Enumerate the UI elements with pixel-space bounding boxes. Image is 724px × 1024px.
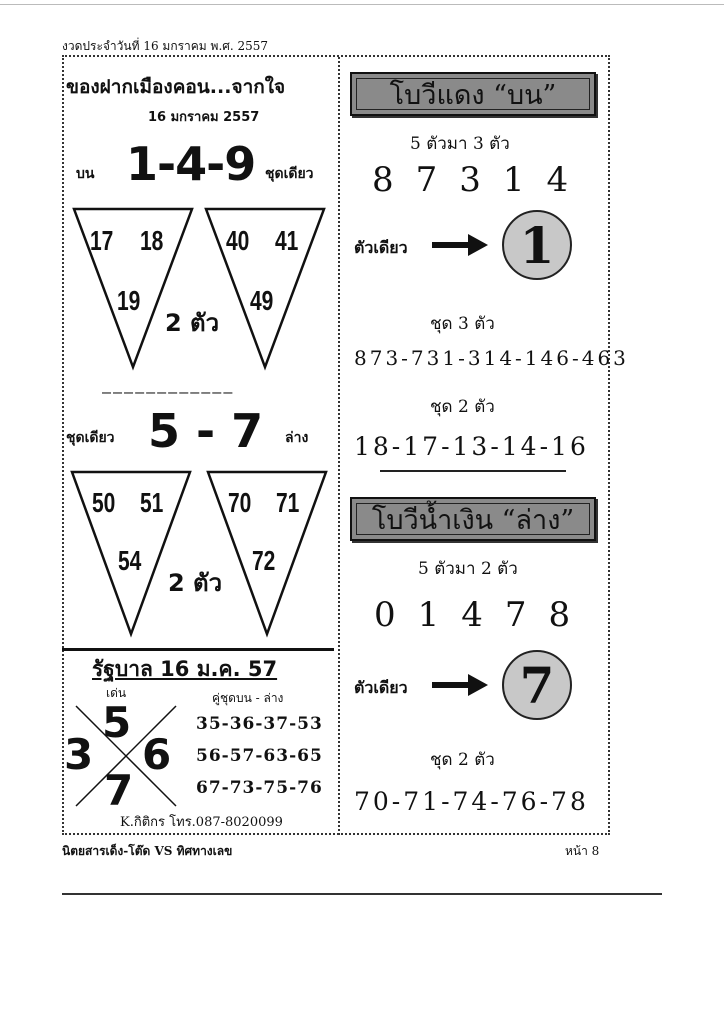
gov-divider <box>62 648 334 651</box>
top-sub: 5 ตัวมา 3 ตัว <box>410 134 510 154</box>
right-divider <box>380 470 566 472</box>
cross-left-digit: 3 <box>64 730 94 779</box>
two-digit-label-2: 2 ตัว <box>168 569 223 597</box>
bottom-single-label: ตัวเดียว <box>354 678 408 697</box>
tri2-num-3: 49 <box>250 285 274 316</box>
top-suffix: ชุดเดียว <box>265 166 314 182</box>
tri2-num-1: 40 <box>226 225 250 256</box>
bottom-digits: 01478 <box>374 595 593 635</box>
left-title: ของฝากเมืองคอน...จากใจ <box>66 76 286 98</box>
top-big-number: 1-4-9 <box>126 137 256 191</box>
gov-title: รัฐบาล 16 ม.ค. 57 <box>92 657 278 681</box>
top-set2-values: 18-17-13-14-16 <box>354 432 589 461</box>
tri4-num-2: 71 <box>276 487 300 518</box>
arrow-right-icon <box>430 232 490 258</box>
top-set2-label: ชุด 2 ตัว <box>430 397 495 417</box>
arrow-right-icon-2 <box>430 672 490 698</box>
gov-den-label: เด่น <box>106 686 127 700</box>
column-divider <box>338 57 340 835</box>
contact-line: K.กิติกร โทร.087-8020099 <box>120 815 283 830</box>
two-digit-label-1: 2 ตัว <box>165 309 220 337</box>
gov-row-3: 67-73-75-76 <box>196 778 323 798</box>
tri1-num-2: 18 <box>140 225 164 256</box>
bottom-suffix: ล่าง <box>285 430 309 446</box>
bottom-rule <box>62 893 662 895</box>
dash-separator: ———————————— <box>102 383 235 401</box>
banner-blue-border <box>356 503 590 535</box>
tri2-num-2: 41 <box>275 225 299 256</box>
top-label: บน <box>76 166 95 182</box>
tri3-num-3: 54 <box>118 545 142 576</box>
banner-red-border <box>356 78 590 110</box>
tri4-num-3: 72 <box>252 545 276 576</box>
cross-right-digit: 6 <box>142 730 172 779</box>
bottom-set2-values: 70-71-74-76-78 <box>354 787 589 816</box>
banner-red-text: โบวีแดง “บน” <box>389 79 557 111</box>
top-edge-line <box>0 4 724 5</box>
gov-row-1: 35-36-37-53 <box>196 714 323 734</box>
cross-bottom-digit: 7 <box>104 766 134 815</box>
top-set3-label: ชุด 3 ตัว <box>430 314 495 334</box>
top-single-circle: 1 <box>502 210 572 280</box>
banner-red-top <box>350 72 596 116</box>
cross-top-digit: 5 <box>102 698 132 747</box>
gov-pairs-label: คู่ชุดบน - ล่าง <box>212 691 284 705</box>
footer-right: หน้า 8 <box>565 844 600 858</box>
bottom-prefix: ชุดเดียว <box>66 430 115 446</box>
left-date: 16 มกราคม 2557 <box>148 110 260 125</box>
bottom-big-number: 5 - 7 <box>148 404 264 458</box>
banner-blue-text: โบวีน้ำเงิน “ล่าง” <box>371 504 575 536</box>
tri3-num-1: 50 <box>92 487 116 518</box>
bottom-single-circle: 7 <box>502 650 572 720</box>
top-single-label: ตัวเดียว <box>354 238 408 257</box>
bottom-sub: 5 ตัวมา 2 ตัว <box>418 559 518 579</box>
gov-row-2: 56-57-63-65 <box>196 746 323 766</box>
top-set3-values: 873-731-314-146-463 <box>354 346 629 370</box>
top-digits: 87314 <box>372 160 591 200</box>
footer-left: นิตยสารเด็ง-โต๊ด VS ทิศทางเลข <box>62 844 233 858</box>
tri3-num-2: 51 <box>140 487 164 518</box>
tri4-num-1: 70 <box>228 487 252 518</box>
tri1-num-3: 19 <box>117 285 141 316</box>
bottom-set2-label: ชุด 2 ตัว <box>430 750 495 770</box>
banner-blue-bottom <box>350 497 596 541</box>
page-header: งวดประจำวันที่ 16 มกราคม พ.ศ. 2557 <box>62 39 269 53</box>
tri1-num-1: 17 <box>90 225 114 256</box>
